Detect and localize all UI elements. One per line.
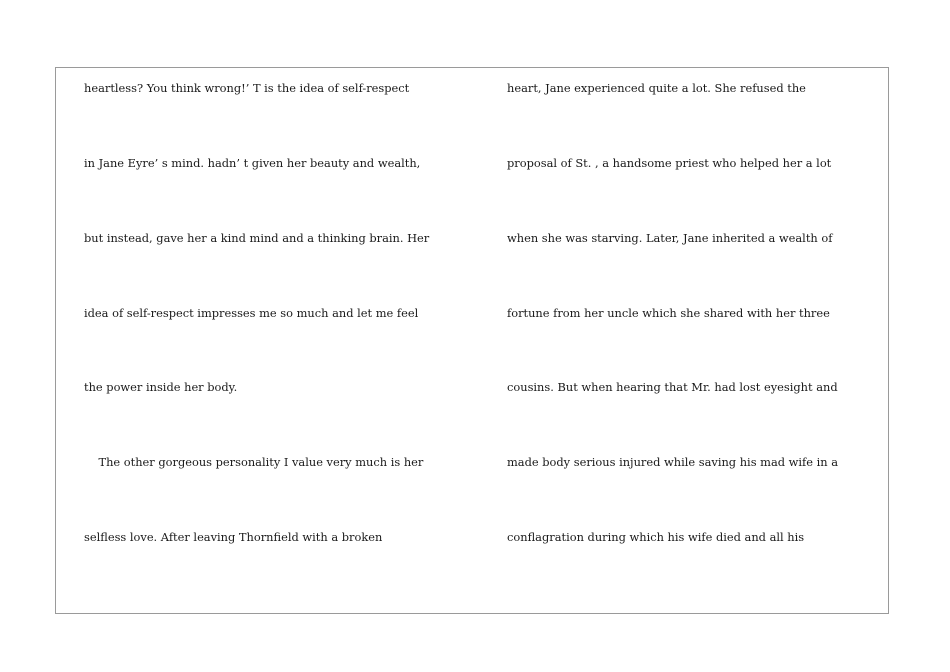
text-line: idea of self-respect impresses me so much and let me feel (84, 306, 419, 320)
text-line: conflagration during which his wife died and all his (507, 530, 805, 544)
text-line: selfless love. After leaving Thornfield with a broken (84, 530, 383, 544)
text-line: The other gorgeous personality I value very much is her (84, 455, 424, 469)
text-line: made body serious injured while saving his mad wife in a (507, 455, 839, 469)
text-line: cousins. But when hearing that Mr. had lost eyesight and (507, 380, 838, 394)
text-line: when she was starving. Later, Jane inherited a wealth of (507, 231, 833, 245)
text-line: but instead, gave her a kind mind and a thinking brain. Her (84, 231, 430, 245)
text-line: in Jane Eyre’ s mind. hadn’ t given her beauty and wealth, (84, 156, 421, 170)
text-line: heart, Jane experienced quite a lot. She refused the (507, 81, 806, 95)
text-line: fortune from her uncle which she shared with her three (507, 306, 830, 320)
text-line: heartless? You think wrong!’ T is the idea of self-respect (84, 81, 410, 95)
text-line: the power inside her body. (84, 380, 238, 394)
page-frame (55, 67, 889, 614)
text-line: proposal of St. , a handsome priest who helped her a lot (507, 156, 832, 170)
